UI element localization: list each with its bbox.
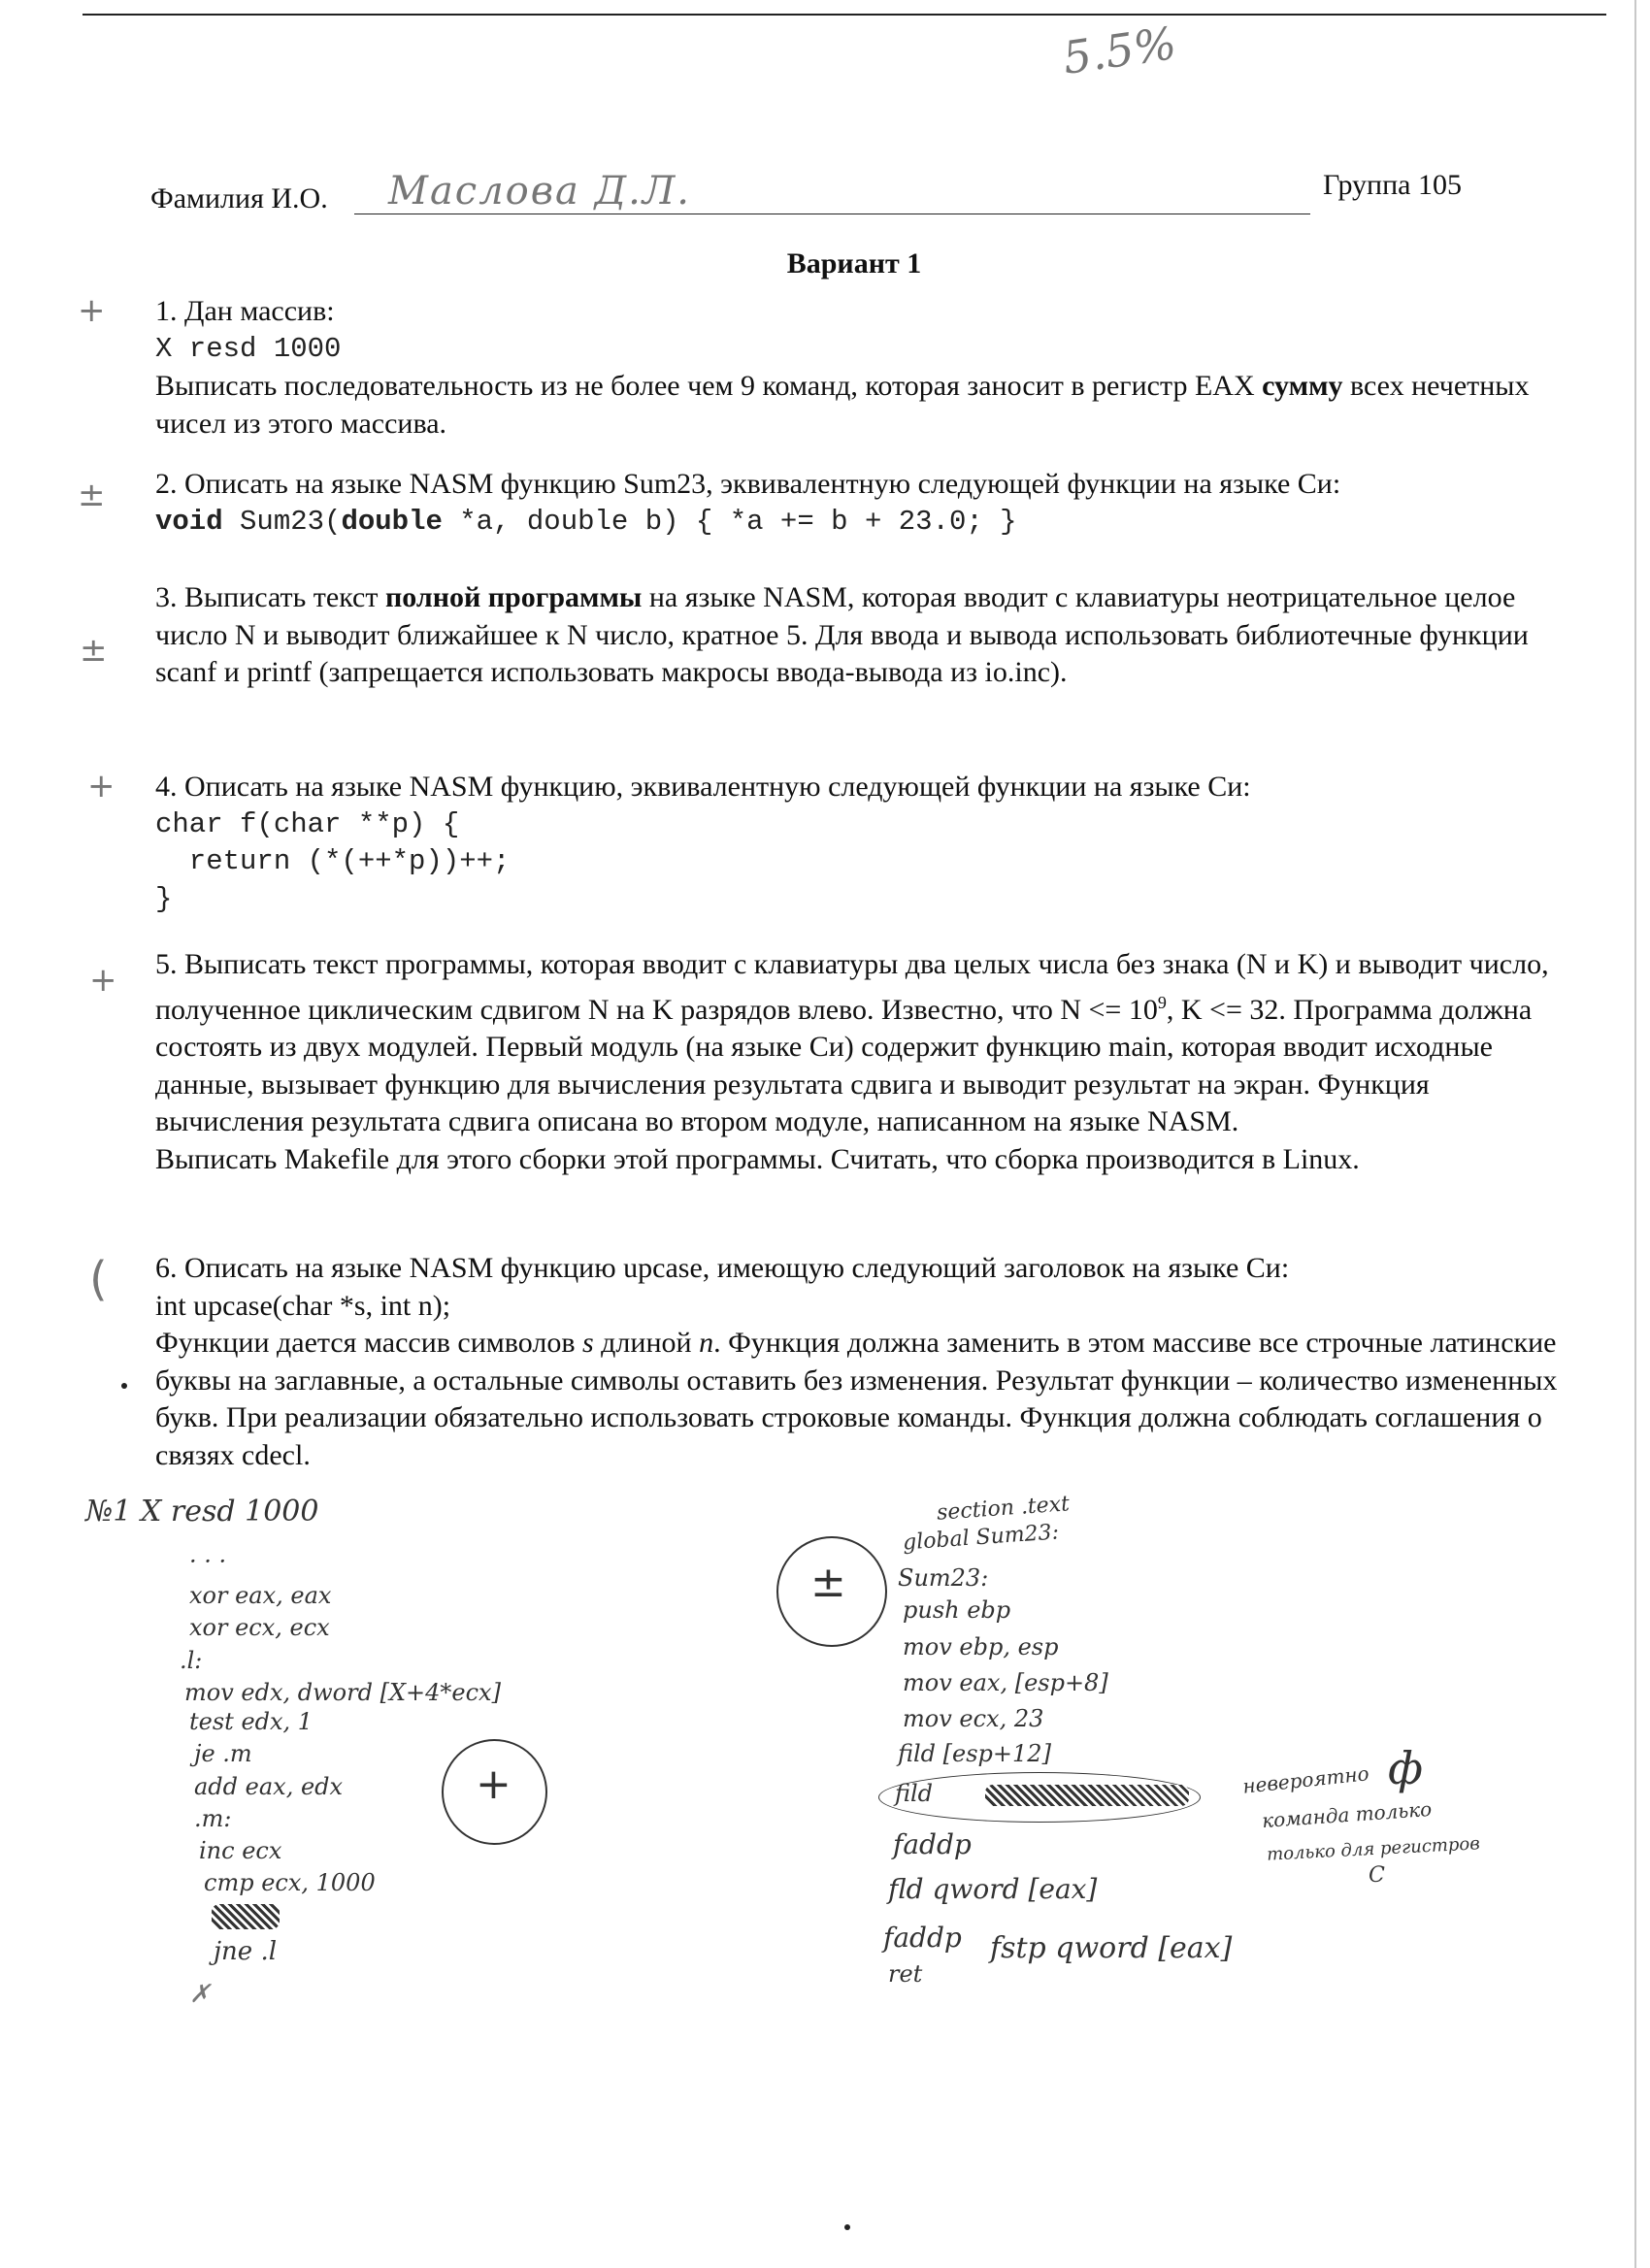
task-1-code: X resd 1000 xyxy=(155,332,342,365)
task-6 xyxy=(155,1250,1582,1474)
task-5-text-b: , K <= 32. Программа должна состоять из двух модулей. Первый модуль (на языке Си) содержит функцию main, которая вводит исходные данные, вызывает функцию для вычисления результата сдвига и выводит результат на экран. Функция вычисления результата сдвига описана во втором модуле, написанном на языке NASM. xyxy=(155,993,1533,1137)
task-2-line1: 2. Описать на языке NASM функцию Sum23, эквивалентную следующей функции на языке Си: xyxy=(155,468,1341,500)
hw-right-grade-mark: ± xyxy=(810,1558,846,1607)
task-6-signature: int upcase(char *s, int n); xyxy=(155,1289,451,1322)
task-6-text-b: длиной xyxy=(593,1327,700,1359)
hw-left-grade-mark: + xyxy=(476,1759,512,1809)
hw-right-line: fild [esp+12] xyxy=(898,1740,1051,1767)
task-6-text xyxy=(155,1325,1582,1474)
task-6-text-a: Функции дается массив символов xyxy=(155,1327,582,1359)
task-6-text-c: . Функция должна заменить в этом массиве все строчные латинские буквы на заглавные, а остальные символы оставить без изменения. Результат функции – количество измененных букв. При реализации обязательно использовать строковые команды. Функция должна соблюдать соглашения о связях cdecl. xyxy=(155,1327,1558,1471)
hw-right-line: fild xyxy=(895,1780,934,1807)
hw-right-note: невероятно xyxy=(1241,1761,1370,1798)
hw-right-scribble xyxy=(985,1785,1189,1806)
score-mark: 5.5% xyxy=(1059,16,1180,84)
task-1-text-a: Выписать последовательность из не более чем 9 команд, которая заносит в регистр EAX xyxy=(155,370,1263,402)
hw-right-symbol: ф xyxy=(1388,1742,1424,1794)
header xyxy=(150,169,1485,221)
hw-right-line: fstp qword [eax] xyxy=(990,1931,1233,1965)
hw-right-line: fld qword [eax] xyxy=(888,1873,1098,1905)
stray-dot-bottom xyxy=(844,2224,850,2230)
margin-mark-2: ± xyxy=(78,476,106,514)
hw-left-x-mark: ✗ xyxy=(189,1980,211,2009)
hw-left-line: jne .l xyxy=(214,1937,278,1966)
hw-left-line: .m: xyxy=(194,1805,232,1832)
task-1-text-b: всех нечетных чисел из этого массива. xyxy=(155,370,1530,440)
margin-mark-3: ± xyxy=(80,631,108,670)
margin-mark-5: + xyxy=(89,961,117,1000)
code-keyword-void: void xyxy=(155,505,223,538)
hw-left-line: xor ecx, ecx xyxy=(189,1614,330,1641)
hw-right-symbol: C xyxy=(1369,1863,1385,1888)
task-5-text xyxy=(155,946,1582,1141)
hw-left-scribble xyxy=(212,1904,280,1929)
task-2 xyxy=(155,466,1582,541)
name-value: Маслова Д.Л. xyxy=(388,169,691,214)
right-edge xyxy=(1634,0,1636,2268)
task-2-code xyxy=(155,504,1582,542)
task-4-code: char f(char **p) { return (*(++*p))++; } xyxy=(155,807,511,915)
task-4 xyxy=(155,769,1582,918)
task-4-line1: 4. Описать на языке NASM функцию, эквивалентную следующей функции на языке Си: xyxy=(155,771,1251,803)
task-3-text-bold: полной программы xyxy=(384,581,643,613)
hw-right-line: global Sum23: xyxy=(902,1520,1060,1556)
task-3-text-a: 3. Выписать текст xyxy=(155,581,385,613)
task-3-text-b: на языке NASM, которая вводит с клавиатуры неотрицательное целое число N и выводит ближайшее к N число, кратное 5. Для ввода и вывода использовать библиотечные функции scanf и printf (запрещается использовать макросы ввода-вывода из io.inc). xyxy=(155,581,1529,688)
task-5-makefile-line: Выписать Makefile для этого сборки этой программы. Считать, что сборка производится в Linux. xyxy=(155,1142,1360,1175)
margin-mark-1: + xyxy=(78,291,106,330)
hw-left-line: .l: xyxy=(180,1647,203,1674)
hw-right-line: mov ecx, 23 xyxy=(903,1705,1044,1732)
hw-left-line: xor eax, eax xyxy=(189,1582,332,1609)
stray-dot xyxy=(121,1383,127,1389)
code-fn-name: Sum23( xyxy=(222,505,342,538)
task-6-var-s: s xyxy=(581,1327,594,1359)
hw-right-line: mov ebp, esp xyxy=(903,1633,1059,1660)
variant-title: Вариант 1 xyxy=(786,247,922,279)
name-label: Фамилия И.О. xyxy=(150,182,328,214)
margin-mark-4: + xyxy=(87,767,116,805)
code-fn-body: *a, double b) { *a += b + 23.0; } xyxy=(442,505,1017,538)
hw-left-line: cmp ecx, 1000 xyxy=(204,1869,376,1896)
top-rule xyxy=(82,14,1606,16)
hw-right-line: mov eax, [esp+8] xyxy=(903,1669,1108,1696)
task-1-text xyxy=(155,368,1582,443)
task-3 xyxy=(155,579,1582,692)
hw-right-note: только для регистров xyxy=(1266,1833,1481,1865)
task-1-text-bold: сумму xyxy=(1262,370,1343,402)
hw-right-line: push ebp xyxy=(903,1596,1011,1624)
hw-left-line: add eax, edx xyxy=(194,1773,344,1800)
code-keyword-double: double xyxy=(341,505,443,538)
hw-left-line: je .m xyxy=(194,1740,252,1767)
hw-right-line: Sum23: xyxy=(898,1564,989,1592)
hw-left-line: mov edx, dword [X+4*ecx] xyxy=(184,1679,501,1706)
group-label: Группа 105 xyxy=(1323,169,1462,201)
hw-right-line: ret xyxy=(888,1960,923,1988)
hw-right-note: команда только xyxy=(1261,1796,1433,1833)
task-6-line1: 6. Описать на языке NASM функцию upcase, имеющую следующий заголовок на языке Си: xyxy=(155,1252,1290,1284)
task-5-text-a: 5. Выписать текст программы, которая вводит с клавиатуры два целых числа без знака (N и K) и выводит число, полученное циклическим сдвигом N на K разрядов влево. Известно, что N <= 10 xyxy=(155,948,1549,1026)
hw-left-header: №1 X resd 1000 xyxy=(85,1495,319,1528)
hw-right-line: faddp xyxy=(893,1828,972,1860)
hw-right-line: faddp xyxy=(883,1922,962,1954)
task-5-exponent: 9 xyxy=(1157,992,1167,1012)
margin-mark-6: ( xyxy=(89,1252,108,1306)
task-6-var-n: n xyxy=(699,1327,714,1359)
task-5 xyxy=(155,946,1582,1178)
hw-right-line: section .text xyxy=(936,1492,1071,1526)
hw-left-line: inc ecx xyxy=(199,1837,282,1864)
hw-left-line: test edx, 1 xyxy=(189,1708,314,1735)
task-1-line1: 1. Дан массив: xyxy=(155,295,335,327)
hw-left-line: · · · xyxy=(189,1548,227,1575)
task-1 xyxy=(155,293,1582,443)
